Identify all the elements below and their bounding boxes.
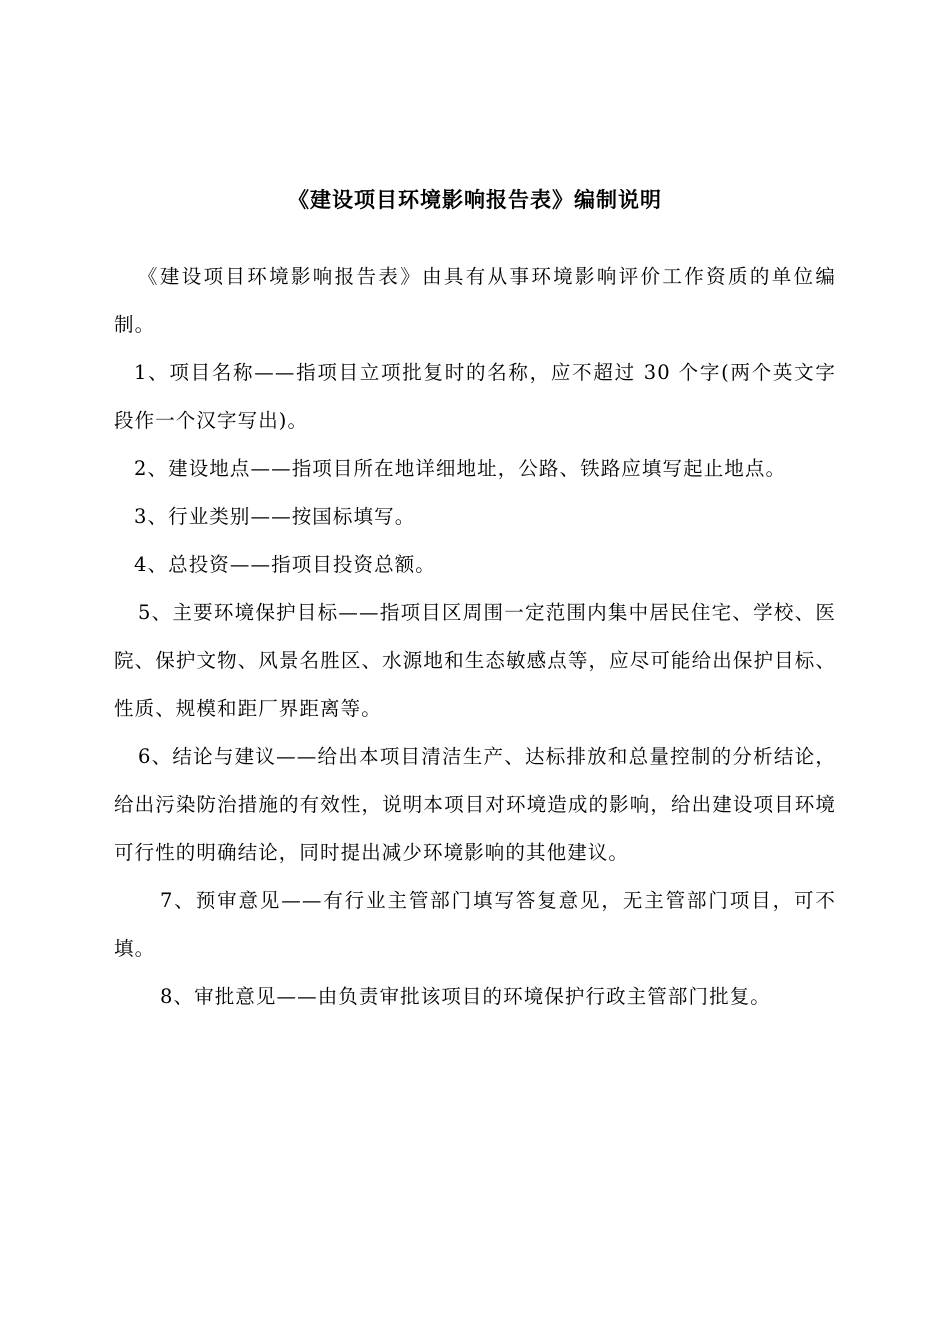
paragraph-item-4: 4、总投资——指项目投资总额。	[134, 553, 436, 576]
paragraph-item-7: 7、预审意见——有行业主管部门填写答复意见，无主管部门项目，可不填。	[114, 889, 836, 960]
document-body	[114, 253, 836, 1021]
paragraph-item-2: 2、建设地点——指项目所在地详细地址，公路、铁路应填写起止地点。	[134, 457, 787, 480]
paragraph-item-3: 3、行业类别——按国标填写。	[134, 505, 416, 528]
document-title: 《建设项目环境影响报告表》编制说明	[288, 187, 662, 212]
paragraph-item-6: 6、结论与建议——给出本项目清洁生产、达标排放和总量控制的分析结论，给出污染防治措施的有效性，说明本项目对环境造成的影响，给出建设项目环境可行性的明确结论，同时提出减少环境影响的其他建议。	[114, 745, 836, 864]
paragraph-item-1: 1、项目名称——指项目立项批复时的名称，应不超过 30 个字(两个英文字段作一个汉字写出)。	[114, 361, 836, 432]
paragraph-item-8: 8、审批意见——由负责审批该项目的环境保护行政主管部门批复。	[160, 985, 771, 1008]
paragraph-intro: 《建设项目环境影响报告表》由具有从事环境影响评价工作资质的单位编制。	[114, 265, 836, 336]
paragraph-item-5: 5、主要环境保护目标——指项目区周围一定范围内集中居民住宅、学校、医院、保护文物、风景名胜区、水源地和生态敏感点等，应尽可能给出保护目标、性质、规模和距厂界距离等。	[114, 601, 836, 720]
